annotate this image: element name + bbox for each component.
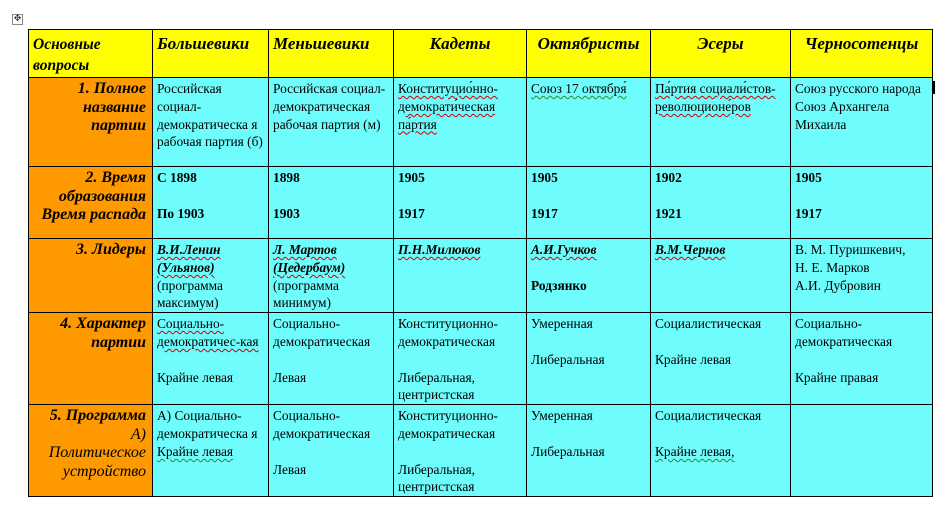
- cell-text: Социально-демократическая: [273, 408, 371, 441]
- header-cell-kadets: Кадеты: [394, 30, 527, 78]
- cell-text: Па́ртия социали́стов-революционе́ров: [655, 81, 776, 114]
- cell-text: Социалистическая: [655, 408, 762, 424]
- cell-text: Социально-демократическая: [273, 316, 371, 349]
- cell-text: 1917: [398, 205, 425, 221]
- header-cell-mensheviks: Меньшевики: [269, 30, 394, 78]
- text-caret: [933, 81, 935, 94]
- row-header-character: 4. Характер партии: [29, 313, 153, 405]
- cell-text: С 1898: [157, 170, 197, 185]
- cell-text: Умеренная: [531, 316, 593, 332]
- table-cell[interactable]: [527, 78, 651, 167]
- header-cell-esers: Эсеры: [651, 30, 791, 78]
- cell-text: 1903: [273, 205, 300, 221]
- row-header-leaders: 3. Лидеры: [29, 239, 153, 313]
- row-header-time: 2. Время образования Время распада: [29, 167, 153, 239]
- cell-text: (программа минимум): [273, 277, 339, 311]
- cell-text: А.И. Дубровин: [795, 277, 881, 293]
- cell-text: Российская социал-демократическа я рабочая партия (б): [157, 81, 263, 150]
- cell-text: 1905: [795, 170, 822, 185]
- cell-text: Левая: [273, 369, 307, 385]
- cell-text: Конституционно-демократическая: [398, 316, 498, 349]
- table-row: [29, 167, 933, 239]
- cell-text: Левая: [273, 461, 307, 477]
- table-cell[interactable]: [527, 313, 651, 405]
- table-cell[interactable]: [269, 167, 394, 239]
- table-cell[interactable]: [153, 167, 269, 239]
- header-row: [29, 30, 933, 78]
- header-cell-black-hundreds: Черносотенцы: [791, 30, 933, 78]
- cell-text: Российская социал-демократическая рабочая партия (м): [273, 81, 386, 132]
- cell-text: Союз Архангела Михаила: [795, 98, 890, 132]
- cell-text: Крайне левая: [157, 443, 234, 459]
- table-cell[interactable]: [791, 167, 933, 239]
- cell-text: 1917: [531, 205, 558, 221]
- cell-text: А.И.Гучков: [531, 242, 597, 257]
- cell-text: Крайне правая: [795, 369, 879, 385]
- cell-text: Крайне левая: [157, 369, 234, 385]
- table-cell[interactable]: [394, 78, 527, 167]
- table-cell[interactable]: [153, 239, 269, 313]
- cell-text: Крайне левая,: [655, 443, 735, 459]
- table-cell[interactable]: [269, 405, 394, 497]
- cell-text: Либеральная, центристская: [398, 461, 475, 495]
- table-cell[interactable]: [651, 167, 791, 239]
- table-row: [29, 239, 933, 313]
- cell-text: По 1903: [157, 205, 205, 221]
- cell-text: Л. Мартов (Цедербаум): [273, 242, 346, 275]
- table-cell[interactable]: [153, 78, 269, 167]
- row-header-program-sub: А) Политическое устройство: [48, 425, 146, 480]
- cell-text: В. М. Пуришкевич,: [795, 242, 906, 257]
- table-cell[interactable]: [527, 239, 651, 313]
- table-cell[interactable]: [394, 405, 527, 497]
- cell-text: В.М.Чернов: [655, 242, 726, 257]
- table-row: [29, 405, 933, 497]
- cell-text: 1898: [273, 170, 300, 185]
- cell-text: Союз русского народа: [795, 81, 921, 96]
- table-cell[interactable]: [791, 239, 933, 313]
- cell-text: 1921: [655, 205, 682, 221]
- header-cell-questions: Основные вопросы: [29, 30, 153, 78]
- cell-text: 1917: [795, 205, 822, 221]
- cell-text: 1902: [655, 170, 682, 185]
- cell-text: Либеральная: [531, 443, 605, 459]
- row-header-full-name: 1. Полное название партии: [29, 78, 153, 167]
- cell-text: Социально-демократичес-кая: [157, 316, 259, 349]
- table-cell[interactable]: [269, 239, 394, 313]
- cell-text: Крайне левая: [655, 351, 732, 367]
- header-cell-octobrists: Октябристы: [527, 30, 651, 78]
- cell-text: А) Социально-демократическа я: [157, 408, 258, 441]
- table-cell[interactable]: [527, 405, 651, 497]
- row-header-program-label: 5. Программа: [49, 407, 146, 425]
- table-cell[interactable]: [394, 239, 527, 313]
- cell-text: Н. Е. Марков: [795, 259, 870, 275]
- table-cell[interactable]: [269, 313, 394, 405]
- cell-text: Союз 17 октября́: [531, 81, 627, 96]
- table-cell[interactable]: [527, 167, 651, 239]
- table-cell[interactable]: [153, 313, 269, 405]
- table-move-handle-icon[interactable]: ✥: [13, 14, 22, 24]
- table-row: [29, 313, 933, 405]
- cell-text: (программа максимум): [157, 277, 223, 311]
- cell-text: 1905: [531, 170, 558, 185]
- table-cell[interactable]: [791, 405, 933, 497]
- table-cell[interactable]: [651, 78, 791, 167]
- cell-text: В.И.Ленин (Ульянов): [157, 242, 221, 275]
- row-header-program: [29, 405, 153, 497]
- cell-text: Родзянко: [531, 277, 587, 293]
- table-cell[interactable]: [791, 313, 933, 405]
- cell-text: Либеральная, центристская: [398, 369, 475, 403]
- table-cell[interactable]: [269, 78, 394, 167]
- cell-text: Либеральная: [531, 351, 605, 367]
- parties-table: [28, 29, 933, 497]
- header-cell-bolsheviks: Большевики: [153, 30, 269, 78]
- table-cell[interactable]: [651, 313, 791, 405]
- cell-text: 1905: [398, 170, 425, 185]
- cell-text: Социально-демократическая: [795, 316, 893, 349]
- table-cell[interactable]: [153, 405, 269, 497]
- cell-text: Социалистическая: [655, 316, 762, 332]
- table-cell[interactable]: [791, 78, 933, 167]
- cell-text: П.Н.Милюков: [398, 242, 481, 257]
- table-cell[interactable]: [394, 313, 527, 405]
- cell-text: Конституцио́нно-демократи́ческая па́ртия: [398, 81, 498, 132]
- cell-text: Умеренная: [531, 408, 593, 424]
- table-cell[interactable]: [651, 239, 791, 313]
- table-row: [29, 78, 933, 167]
- table-cell[interactable]: [394, 167, 527, 239]
- cell-text: Конституционно-демократическая: [398, 408, 498, 441]
- table-cell[interactable]: [651, 405, 791, 497]
